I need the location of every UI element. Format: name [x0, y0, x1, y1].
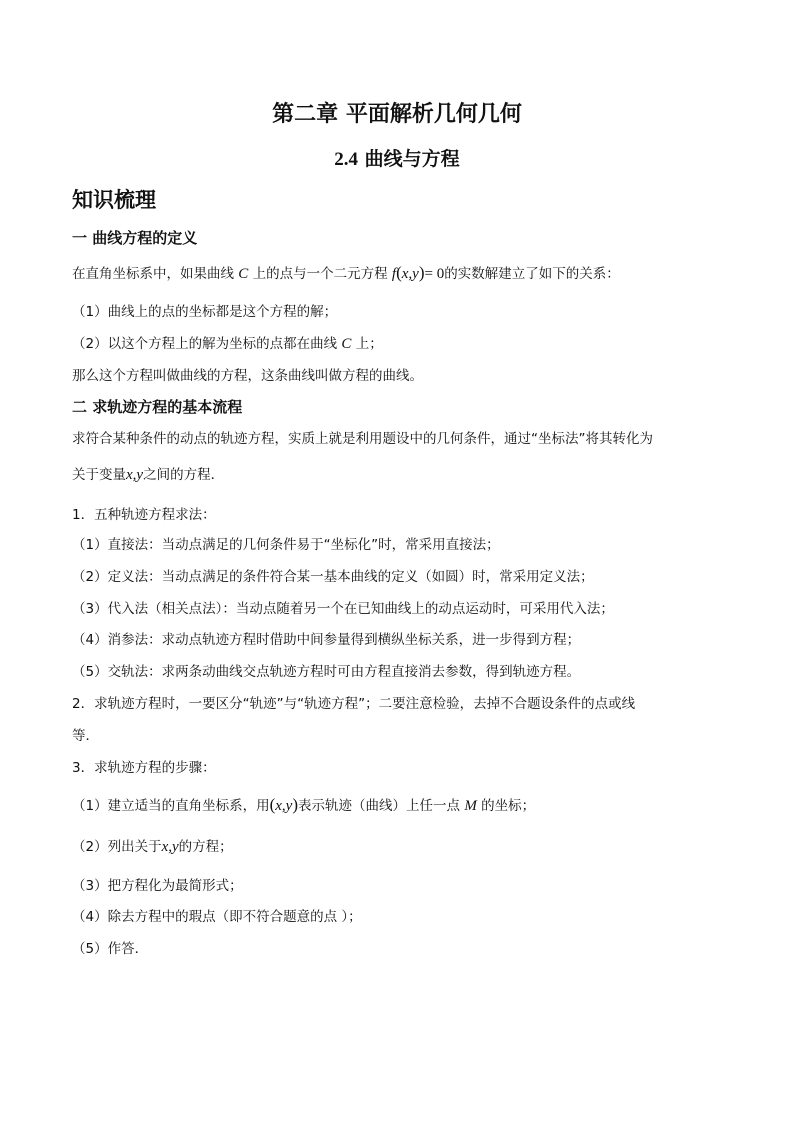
math-function-f: f: [391, 266, 397, 282]
math-vars-xy: x,y: [126, 467, 144, 483]
part1-item2: [72, 334, 383, 354]
item2-text-b: 上；: [355, 336, 383, 352]
part1-heading: 一 曲线方程的定义: [72, 229, 198, 247]
step-item-5: （5）作答．: [72, 941, 149, 957]
math-var-m: M: [464, 798, 477, 814]
note-line2: 等．: [72, 728, 99, 744]
step2-text-b: 的方程；: [178, 839, 233, 855]
method-item-3: （3）代入法（相关点法）：当动点随着另一个在已知曲线上的动点运动时，可采用代入法；: [72, 601, 614, 617]
chapter-title: 第二章 平面解析几何几何: [272, 102, 522, 127]
part1-item1: （1）曲线上的点的坐标都是这个方程的解；: [72, 304, 338, 320]
step-item-4: （4）除去方程中的瑕点（即不符合题意的点 ）；: [72, 909, 362, 925]
math-paren-open: (: [396, 263, 402, 282]
section-title: [0, 145, 794, 174]
note-line1: 2．求轨迹方程时，一要区分“轨迹”与“轨迹方程”；二要注意检验，去掉不合题设条件的点或线: [72, 696, 636, 712]
method-item-5: （5）交轨法：求两条动曲线交点轨迹方程时可由方程直接消去参数，得到轨迹方程。: [72, 664, 581, 680]
step-item-3: （3）把方程化为最简形式；: [72, 878, 243, 894]
part1-intro: [72, 263, 620, 284]
math-vars-xy: x,y: [275, 798, 293, 814]
step-item-2: [72, 837, 233, 857]
intro2-text-a: 关于变量: [72, 467, 126, 483]
math-var-c: C: [341, 336, 352, 352]
math-var-c: C: [238, 266, 249, 282]
intro2-text-b: 之间的方程．: [143, 467, 225, 483]
math-rhs: = 0: [424, 266, 445, 282]
step2-text-a: （2）列出关于: [72, 839, 162, 855]
step1-text-c: 的坐标；: [481, 798, 536, 814]
part1-conclusion: 那么这个方程叫做曲线的方程，这条曲线叫做方程的曲线。: [72, 368, 423, 384]
step1-text-a: （1）建立适当的直角坐标系，用: [72, 798, 270, 814]
section-title-text: 曲线与方程: [364, 148, 460, 170]
math-paren-close: ): [292, 795, 299, 814]
method-item-1: （1）直接法：当动点满足的几何条件易于“坐标化”时，常采用直接法；: [72, 537, 500, 553]
part2-heading: 二 求轨迹方程的基本流程: [72, 398, 243, 416]
math-vars-xy: x,y: [161, 839, 179, 855]
step1-text-b: 表示轨迹（曲线）上任一点: [298, 798, 461, 814]
method-item-4: （4）消参法：求动点轨迹方程时借助中间参量得到横纵坐标关系，进一步得到方程；: [72, 632, 581, 648]
method-item-2: （2）定义法：当动点满足的条件符合某一基本曲线的定义（如圆）时，常采用定义法；: [72, 569, 594, 585]
part2-intro-line2: [72, 465, 224, 485]
steps-title: 3．求轨迹方程的步骤：: [72, 760, 216, 776]
part2-intro-line1: 求符合某种条件的动点的轨迹方程，实质上就是利用题设中的几何条件，通过“坐标法”将其转化为: [72, 431, 653, 447]
math-paren-close: ): [418, 263, 425, 282]
step-item-1: [72, 795, 535, 816]
intro-text-c: 的实数解建立了如下的关系：: [444, 266, 620, 282]
intro-text-a: 在直角坐标系中，如果曲线: [72, 266, 234, 282]
math-args: x,y: [401, 266, 419, 282]
intro-text-b: 上的点与一个二元方程: [252, 266, 388, 282]
section-number: 2.4: [334, 149, 359, 170]
methods-title: 1．五种轨迹方程求法：: [72, 507, 216, 523]
item2-text-a: （2）以这个方程上的解为坐标的点都在曲线: [72, 336, 338, 352]
knowledge-heading: 知识梳理: [72, 188, 156, 212]
math-paren-open: (: [269, 795, 276, 814]
